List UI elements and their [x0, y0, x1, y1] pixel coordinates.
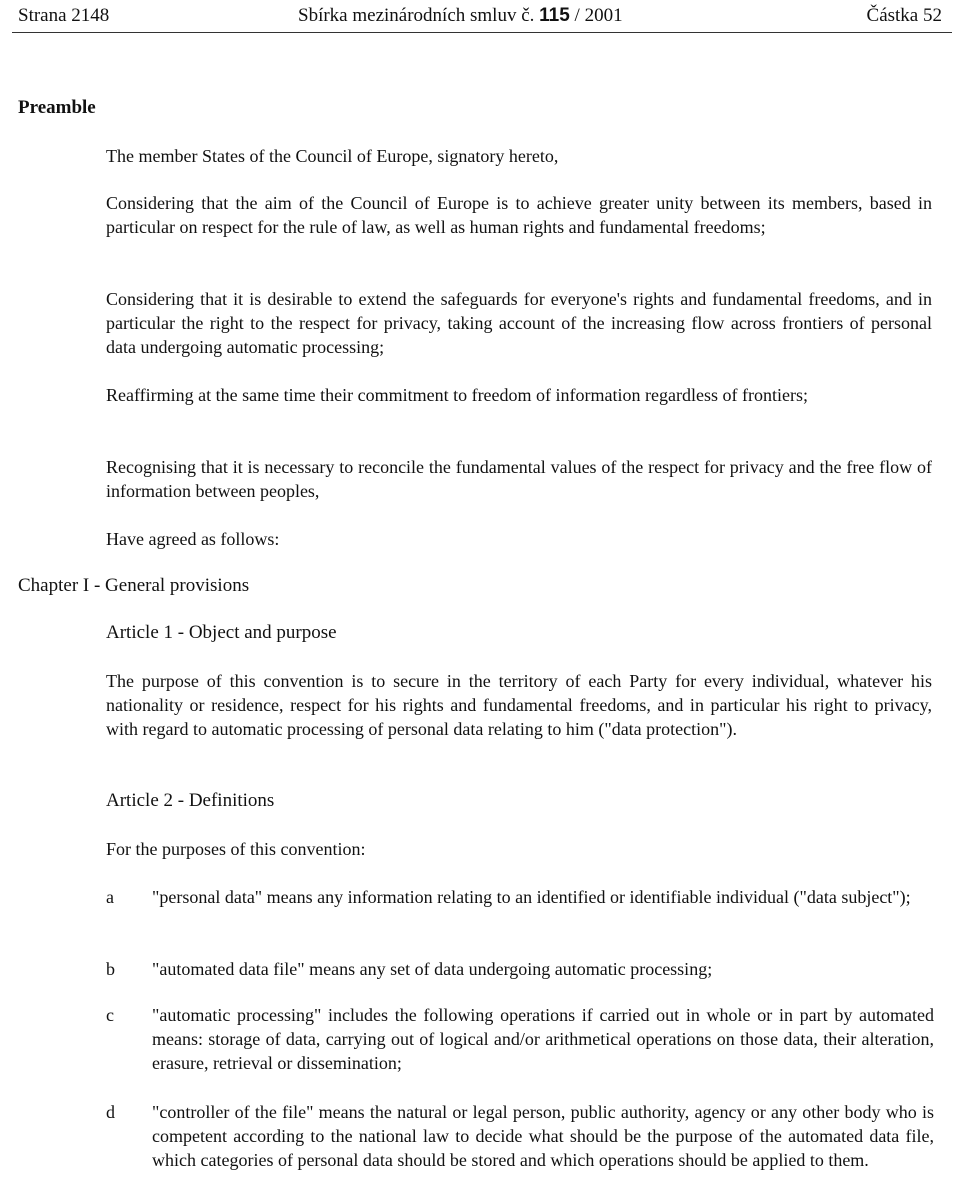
article-1-text: The purpose of this convention is to secure in the territory of each Party for every individual, whatever his nationality or residence, respect for his rights and fundamental freedoms, and in particular his right to privacy, with regard to automatic processing of personal data relating to him ("data protection").	[106, 671, 932, 739]
part-number: Částka 52	[866, 5, 942, 26]
definition-letter: b	[106, 959, 115, 979]
page-number: Strana 2148	[18, 5, 110, 26]
definition-text: "automated data file" means any set of data undergoing automatic processing;	[152, 959, 713, 979]
preamble-paragraph-4: Reaffirming at the same time their commitment to freedom of information regardless of frontiers;	[106, 385, 808, 405]
definition-text: "personal data" means any information relating to an identified or identifiable individual ("data subject");	[152, 887, 911, 907]
definition-text: "controller of the file" means the natural or legal person, public authority, agency or any other body who is competent according to the national law to decide what should be the purpose of the automated data file, which categories of personal data should be stored and which operations should be applied to them.	[152, 1102, 934, 1170]
preamble-heading: Preamble	[18, 97, 96, 118]
definition-letter: d	[106, 1102, 115, 1122]
preamble-paragraph-2: Considering that the aim of the Council of Europe is to achieve greater unity between its members, based in particular on respect for the rule of law, as well as human rights and fundamental freedoms;	[106, 193, 932, 237]
preamble-paragraph-5: Recognising that it is necessary to reconcile the fundamental values of the respect for privacy and the free flow of information between peoples,	[106, 457, 932, 501]
collection-name: Sbírka mezinárodních smluv č.	[298, 5, 535, 26]
definition-text: "automatic processing" includes the following operations if carried out in whole or in part by automated means: storage of data, carrying out of logical and/or arithmetical operations on those data, their alteration, erasure, retrieval or dissemination;	[152, 1005, 934, 1073]
preamble-paragraph-1: The member States of the Council of Europe, signatory hereto,	[106, 146, 559, 166]
preamble-paragraph-3: Considering that it is desirable to extend the safeguards for everyone's rights and fundamental freedoms, and in particular the right to the respect for privacy, taking account of the increasing flow across frontiers of personal data undergoing automatic processing;	[106, 289, 932, 357]
chapter-title: Chapter I - General provisions	[18, 575, 250, 596]
article-1-title: Article 1 - Object and purpose	[106, 622, 337, 643]
preamble-paragraph-6: Have agreed as follows:	[106, 529, 280, 549]
definition-letter: a	[106, 887, 114, 907]
issue-year: / 2001	[574, 5, 623, 26]
collection-reference	[298, 4, 623, 28]
header-divider	[12, 32, 952, 33]
issue-number: 115	[539, 5, 570, 26]
article-2-intro: For the purposes of this convention:	[106, 839, 366, 859]
page-header	[18, 4, 942, 28]
definition-letter: c	[106, 1005, 114, 1025]
article-2-title: Article 2 - Definitions	[106, 790, 275, 811]
